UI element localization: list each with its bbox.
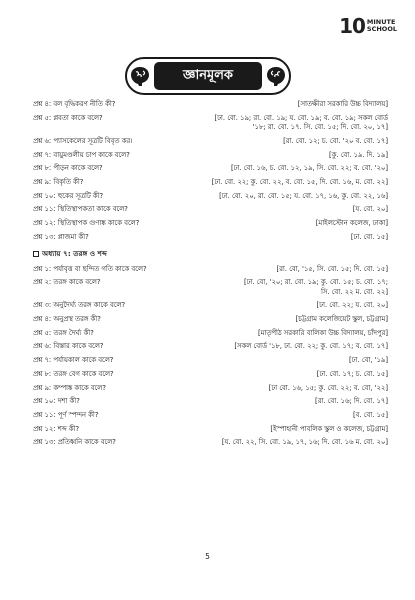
question-source: [ঢা. বো. ১৯; রা. বো. ১৯; য. বো. ১৯; ব. বো. ১৯; সকল বোর্ড — [214, 113, 388, 122]
question-item — [33, 151, 388, 160]
brain-icon — [264, 64, 288, 88]
page-number: 5 — [205, 552, 210, 561]
question-source: [য. বো. ২২, সি. বো. ১৯, ১৭, ১৬; দি. বো. ১৬ ম. বো. ২০] — [221, 438, 388, 447]
question-item — [33, 425, 388, 434]
question-text: প্রশ্ন ৩: অনুদৈর্ঘ্য তরঙ্গ কাকে বলে? — [33, 301, 126, 310]
brain-icon — [128, 64, 152, 88]
question-list-b — [33, 265, 388, 448]
question-item — [33, 356, 388, 365]
question-source: [সকল বোর্ড '১৮, ঢা. বো. ২২; কু. বো. ১৭; ব. বো. ১৭] — [234, 342, 388, 351]
question-text: প্রশ্ন ৯: বিকৃতি কী? — [33, 177, 84, 186]
question-item — [33, 397, 388, 406]
question-text: প্রশ্ন ৮: তরঙ্গ বেগ কাকে বলে? — [33, 369, 114, 378]
checkbox-icon — [33, 251, 39, 257]
question-text: প্রশ্ন ৪: অনুপ্রস্থ তরঙ্গ কী? — [33, 315, 101, 324]
question-source: [রা. বো. ১৬; দি. বো. ১৭] — [315, 397, 388, 406]
question-text: প্রশ্ন ৮: পীড়ন কাকে বলে? — [33, 164, 103, 173]
question-text: প্রশ্ন ১৩: প্লাজমা কী? — [33, 232, 89, 241]
question-source: [রা. বো, '১৫, সি. বো. ১৫; দি. বো. ১৫] — [276, 264, 388, 273]
question-source: [য. বো. ২০] — [352, 205, 388, 214]
question-item — [33, 137, 388, 146]
question-source: [ঢা বো. ১৬, ১৫; কু. বো. ২২; ব. বো, '২২] — [268, 383, 388, 392]
question-item — [33, 329, 388, 338]
question-source-continued: '১৮; রা. বো. ১৭. সি. বো. ১৫; দি. বো. ২০, ১৭] — [252, 123, 388, 132]
question-text: প্রশ্ন ২: তরঙ্গ কাকে বলে? — [33, 278, 101, 287]
question-source: [ঢা. বো, '২০; রা. বো. ১৯; কু. বো. ১৫; চ. বো. ১৭; — [243, 278, 388, 287]
question-item — [33, 265, 388, 274]
question-item — [33, 315, 388, 324]
question-text: প্রশ্ন ১২: স্থিতিস্থাপক গুণাঙ্ক কাকে বলে? — [33, 219, 140, 228]
logo-line-1: MINUTE — [366, 18, 396, 27]
question-item — [33, 114, 388, 133]
question-source: [মাতৃপীঠ সরকারি বালিকা উচ্চ বিদ্যালয়, চাঁদপুর] — [257, 328, 388, 337]
question-list — [33, 100, 388, 452]
question-item — [33, 233, 388, 242]
question-item — [33, 205, 388, 214]
question-text: প্রশ্ন ১১: পূর্ণ স্পন্দন কী? — [33, 410, 99, 419]
question-text: প্রশ্ন ৭: বায়ুমণ্ডলীয় চাপ কাকে বলে? — [33, 150, 130, 159]
question-text: প্রশ্ন ৯: কম্পাঙ্ক কাকে বলে? — [33, 383, 106, 392]
question-text: প্রশ্ন ৫: প্লবতা কাকে বলে? — [33, 113, 103, 122]
logo-line-2: SCHOOL — [366, 25, 397, 33]
question-item — [33, 370, 388, 379]
question-text: প্রশ্ন ১০: দশা কী? — [33, 397, 80, 406]
question-text: প্রশ্ন ১১: স্থিতিস্থাপকতা কাকে বলে? — [33, 205, 128, 214]
chapter-title: অধ্যায় ৭: তরঙ্গ ও শব্দ — [42, 249, 107, 259]
question-source-continued: সি. বো. ২২ ম. বো. ২২] — [320, 287, 388, 296]
question-item — [33, 219, 388, 228]
question-item — [33, 100, 388, 109]
question-item — [33, 178, 388, 187]
question-text: প্রশ্ন ১৩: প্রতিধ্বনি কাকে বলে? — [33, 438, 116, 447]
question-source: [ইস্পাহানী পাবলিক স্কুল ও কলেজ, চট্টগ্রাম] — [270, 424, 388, 433]
question-item — [33, 192, 388, 201]
question-item — [33, 342, 388, 351]
banner-title: জ্ঞানমূলক — [154, 62, 262, 90]
question-source: [ঢা. বো. ২২; কু. বো. ২২, ব. বো. ১৫, দি. বো. ১৬, ম. বো. ২২] — [211, 177, 388, 186]
question-source: [সাতক্ষীরা সরকারি উচ্চ বিদ্যালয়] — [297, 100, 388, 108]
question-source: [ঢা. বো, '১৯] — [349, 356, 388, 365]
logo-number: 10 — [339, 14, 365, 38]
question-item — [33, 411, 388, 420]
question-source: [ঢা. বো. ২০, রা. বো. ১৫; য. বো. ১৭, ১৬, কু. বো. ২২, ১৬] — [219, 191, 388, 200]
question-item — [33, 278, 388, 297]
question-source: [রা. বো. ১২; চ. বো. '২০ ব. বো. ১৭] — [283, 136, 388, 145]
chapter-heading — [33, 249, 388, 258]
question-text: প্রশ্ন ৫: তরঙ্গ দৈর্ঘ্য কী? — [33, 328, 94, 337]
question-text: প্রশ্ন ৭: পর্যায়কাল কাকে বলে? — [33, 356, 114, 365]
question-source: [কু. বো. ১৯. দি. ১৯] — [328, 150, 388, 159]
question-source: [চট্টগ্রাম কলেজিয়েট স্কুল, চট্টগ্রাম] — [295, 315, 388, 324]
question-text: প্রশ্ন ৪: বল বৃদ্ধিকরণ নীতি কী? — [33, 100, 116, 108]
question-source: [ব. বো. ১৫] — [352, 410, 388, 419]
question-source: [ঢা. বো. ১৫] — [350, 232, 388, 241]
question-source: [ঢা. বো. ১৭; চ. বো. ১৫] — [316, 369, 388, 378]
question-text: প্রশ্ন ৬: বিস্তার কাকে বলে? — [33, 342, 104, 351]
question-text: প্রশ্ন ১: পর্যাবৃত্ত বা ছন্দিত গতি কাকে বলে? — [33, 264, 147, 273]
logo-text — [367, 19, 397, 33]
question-item — [33, 164, 388, 173]
question-item — [33, 438, 388, 447]
question-source: [ঢা. বো. ২২; য. বো. ২০] — [316, 301, 388, 310]
logo — [339, 16, 397, 36]
question-item — [33, 384, 388, 393]
section-banner — [125, 57, 291, 95]
question-text: প্রশ্ন ৬: প্যাসকেলের সূত্রটি বিবৃত কর। — [33, 136, 133, 145]
question-source: [মাইলস্টোন কলেজ, ঢাকা] — [315, 219, 388, 228]
question-item — [33, 301, 388, 310]
question-text: প্রশ্ন ১২: শব্দ কী? — [33, 424, 80, 433]
question-list-a — [33, 100, 388, 242]
question-text: প্রশ্ন ১০: হুকের সূত্রটি কী? — [33, 191, 104, 200]
question-source: [ঢা. বো. ১৬, চ. বো. ১২, ১৯, সি. বো. ২২; ব. বো. '২০] — [230, 164, 388, 173]
